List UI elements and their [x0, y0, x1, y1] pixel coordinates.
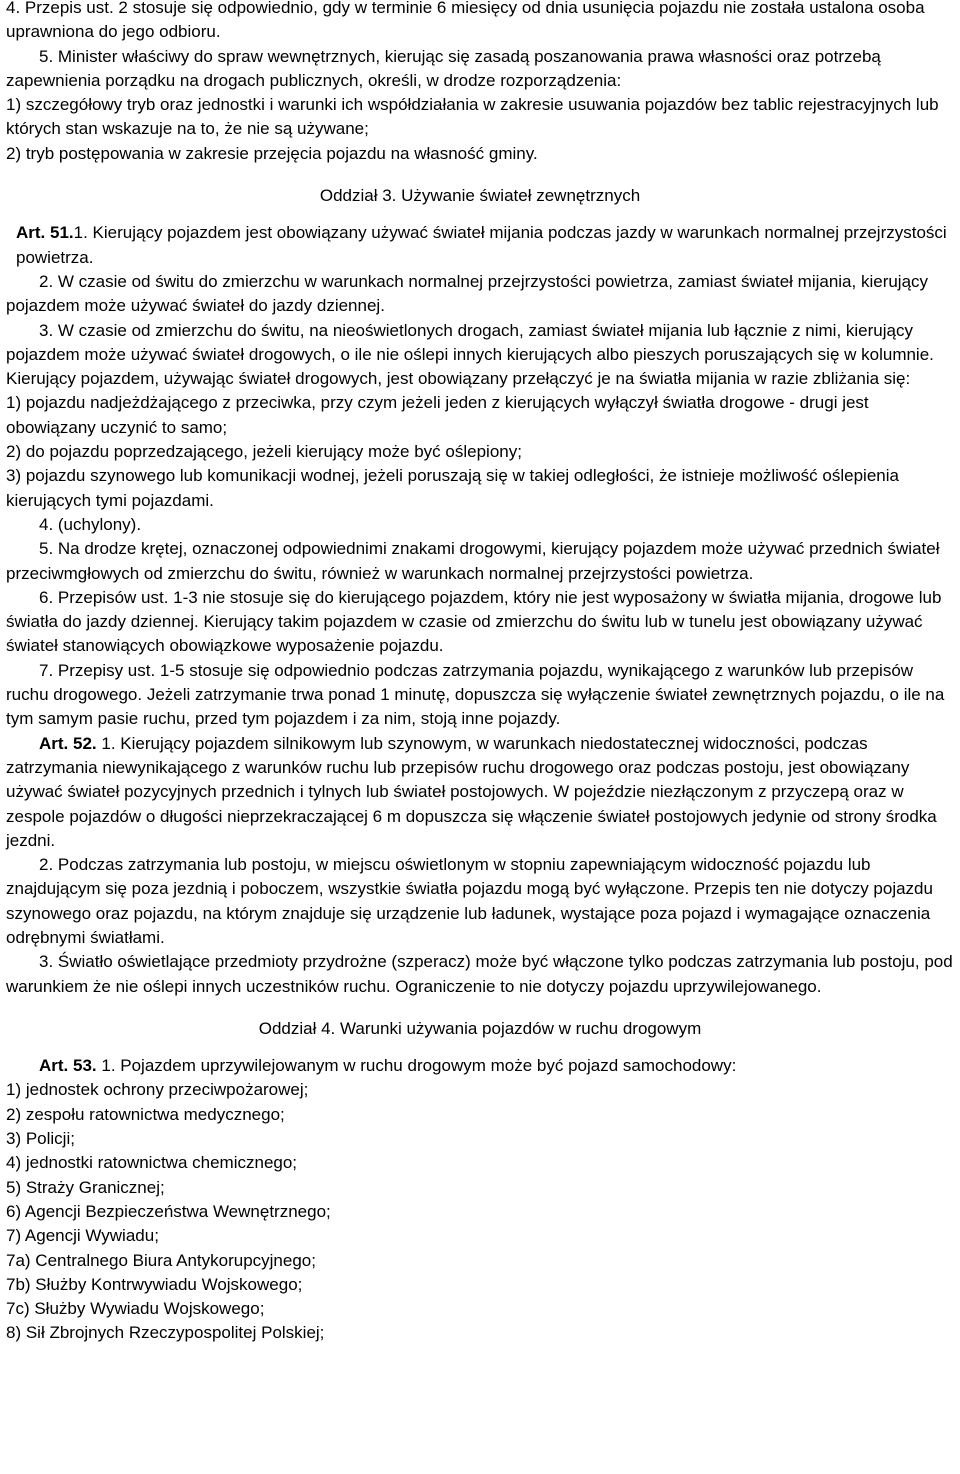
paragraph: 7b) Służby Kontrwywiadu Wojskowego;	[6, 1274, 303, 1294]
paragraph: 2) do pojazdu poprzedzającego, jeżeli kierujący może być oślepiony;	[6, 442, 522, 462]
paragraph: 3. Światło oświetlające przedmioty przydrożne (szperacz) może być włączone tylko podczas zatrzymania lub postoju, pod warunkiem że nie oślepi innych uczestników ruchu. Ograniczenie to nie dotyczy pojazdu uprzywilejowanego.	[6, 952, 953, 996]
paragraph: 4. (uchylony).	[39, 514, 142, 534]
paragraph: 4. Przepis ust. 2 stosuje się odpowiednio, gdy w terminie 6 miesięcy od dnia usunięcia pojazdu nie została ustalona osoba uprawniona do jego odbioru.	[6, 0, 925, 42]
paragraph: 2. W czasie od świtu do zmierzchu w warunkach normalnej przejrzystości powietrza, zamiast świateł mijania, kierujący pojazdem może używać świateł do jazdy dziennej.	[6, 271, 929, 316]
paragraph: 3) Policji;	[6, 1129, 75, 1149]
article-text: 1. Kierujący pojazdem silnikowym lub szynowym, w warunkach niedostatecznej widoczności, podczas zatrzymania niewynikającego z warunków ruchu lub przepisów ruchu drogowego oraz podczas postoju, jest obowiązany używać świateł pozycyjnych przednich i tylnych lub świateł postojowych. W pojeździe niezłączonym z przyczepą oraz w zespole pojazdów o długości nieprzekraczającej 6 m dopuszcza się włączenie świateł postojowych jedynie od strony środka jezdni.	[6, 733, 937, 850]
paragraph: 7. Przepisy ust. 1-5 stosuje się odpowiednio podczas zatrzymania pojazdu, wynikającego z warunków lub przepisów ruchu drogowego. Jeżeli zatrzymanie trwa ponad 1 minutę, dopuszcza się wyłączenie świateł zewnętrznych pojazdu, o ile na tym samym pasie ruchu, przed tym pojazdem i za nim, stoją inne pojazdy.	[6, 660, 945, 729]
paragraph: 3) pojazdu szynowego lub komunikacji wodnej, jeżeli poruszają się w takiej odległości, że istnieje możliwość oślepienia kierujących tymi pojazdami.	[6, 466, 899, 510]
paragraph: 4) jednostki ratownictwa chemicznego;	[6, 1153, 298, 1173]
paragraph: 2) zespołu ratownictwa medycznego;	[6, 1104, 285, 1124]
paragraph: 8) Sił Zbrojnych Rzeczypospolitej Polskiej;	[6, 1323, 325, 1343]
section-heading: Oddział 3. Używanie świateł zewnętrznych	[319, 186, 641, 206]
paragraph: 1) jednostek ochrony przeciwpożarowej;	[6, 1080, 309, 1100]
article-paragraph	[6, 732, 954, 853]
section-heading: Oddział 4. Warunki używania pojazdów w ruchu drogowym	[258, 1018, 702, 1038]
paragraph: 6) Agencji Bezpieczeństwa Wewnętrznego;	[6, 1201, 331, 1221]
paragraph: 1) pojazdu nadjeżdżającego z przeciwka, przy czym jeżeli jeden z kierujących wyłączył światła drogowe - drugi jest obowiązany uczynić to samo;	[6, 393, 869, 437]
paragraph: 7) Agencji Wywiadu;	[6, 1226, 159, 1246]
paragraph: 2) tryb postępowania w zakresie przejęcia pojazdu na własność gminy.	[6, 143, 538, 163]
paragraph: 6. Przepisów ust. 1-3 nie stosuje się do kierującego pojazdem, który nie jest wyposażony w światła mijania, drogowe lub światła do jazdy dziennej. Kierujący takim pojazdem w czasie od zmierzchu do świtu lub w tunelu jest obowiązany używać świateł stanowiących obowiązkowe wyposażenie pojazdu.	[6, 587, 942, 656]
article-text: 1. Kierujący pojazdem jest obowiązany używać świateł mijania podczas jazdy w warunkach normalnej przejrzystości powietrza.	[16, 223, 947, 267]
paragraph: 1) szczegółowy tryb oraz jednostki i warunki ich współdziałania w zakresie usuwania pojazdów bez tablic rejestracyjnych lub których stan wskazuje na to, że nie są używane;	[6, 95, 939, 139]
paragraph: 5) Straży Granicznej;	[6, 1177, 165, 1197]
paragraph: 2. Podczas zatrzymania lub postoju, w miejscu oświetlonym w stopniu zapewniającym widoczność pojazdu lub znajdującym się poza jezdnią i poboczem, wszystkie światła pojazdu mogą być wyłączone. Przepis ten nie dotyczy pojazdu szynowego oraz pojazdu, na którym znajduje się urządzenie lub ładunek, wystające poza pojazd i wymagające oznaczenia odrębnymi światłami.	[6, 855, 933, 947]
article-text: 1. Pojazdem uprzywilejowanym w ruchu drogowym może być pojazd samochodowy:	[96, 1056, 737, 1076]
paragraph: 7a) Centralnego Biura Antykorupcyjnego;	[6, 1250, 316, 1270]
paragraph: 5. Na drodze krętej, oznaczonej odpowiednimi znakami drogowymi, kierujący pojazdem może używać przednich świateł przeciwmgłowych od zmierzchu do świtu, również w warunkach normalnej przejrzystości powietrza.	[6, 539, 940, 583]
article-number: Art. 53.	[39, 1056, 97, 1076]
article-paragraph	[6, 221, 954, 270]
article-number: Art. 51.	[16, 223, 74, 243]
paragraph: 3. W czasie od zmierzchu do świtu, na nieoświetlonych drogach, zamiast świateł mijania lub łącznie z nimi, kierujący pojazdem może używać świateł drogowych, o ile nie oślepi innych kierujących albo pieszych poruszających się w kolumnie. Kierujący pojazdem, używając świateł drogowych, jest obowiązany przełączyć je na światła mijania w razie zbliżania się:	[6, 320, 934, 389]
paragraph: 5. Minister właściwy do spraw wewnętrznych, kierując się zasadą poszanowania prawa własności oraz potrzebą zapewnienia porządku na drogach publicznych, określi, w drodze rozporządzenia:	[6, 46, 881, 90]
paragraph: 7c) Służby Wywiadu Wojskowego;	[6, 1299, 265, 1319]
article-number: Art. 52.	[39, 733, 97, 753]
article-paragraph	[6, 1054, 954, 1078]
